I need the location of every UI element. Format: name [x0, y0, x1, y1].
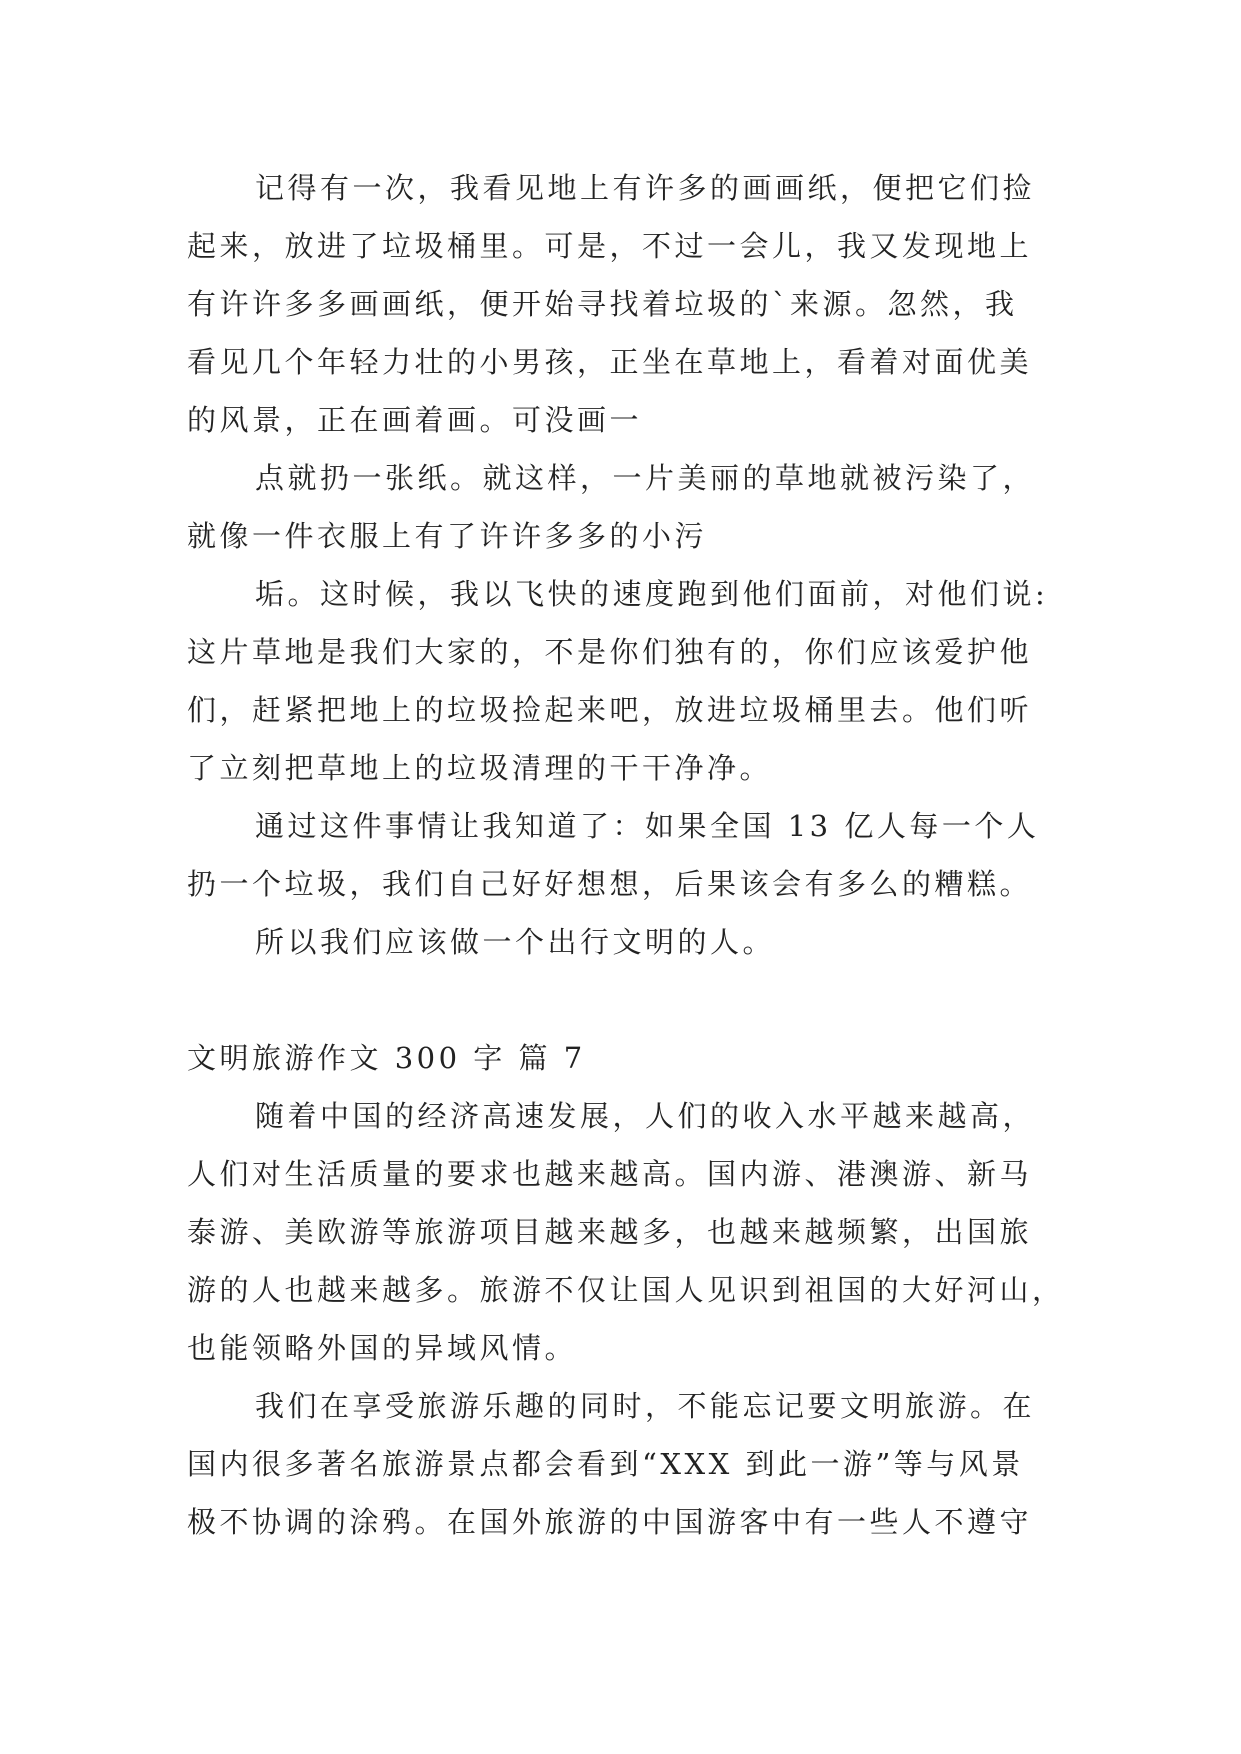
text-line: 起来，放进了垃圾桶里。可是，不过一会儿，我又发现地上: [187, 229, 1033, 263]
text-line: 人们对生活质量的要求也越来越高。国内游、港澳游、新马: [187, 1157, 1033, 1191]
text-line: 们，赶紧把地上的垃圾捡起来吧，放进垃圾桶里去。他们听: [187, 693, 1033, 727]
section-heading: 文明旅游作文 300 字 篇 7: [187, 1041, 586, 1075]
text-line: 所以我们应该做一个出行文明的人。: [255, 925, 776, 959]
text-line: 的风景，正在画着画。可没画一: [187, 403, 643, 437]
text-line: 了立刻把草地上的垃圾清理的干干净净。: [187, 751, 773, 785]
text-line: 泰游、美欧游等旅游项目越来越多，也越来越频繁，出国旅: [187, 1215, 1033, 1249]
text-line: 就像一件衣服上有了许许多多的小污: [187, 519, 708, 553]
text-line: 点就扔一张纸。就这样，一片美丽的草地就被污染了，: [255, 461, 1036, 495]
text-line: 也能领略外国的异域风情。: [187, 1331, 578, 1365]
text-line: 看见几个年轻力壮的小男孩，正坐在草地上，看着对面优美: [187, 345, 1033, 379]
text-line: 记得有一次，我看见地上有许多的画画纸，便把它们捡: [255, 171, 1036, 205]
text-line: 我们在享受旅游乐趣的同时，不能忘记要文明旅游。在: [255, 1389, 1036, 1423]
text-line: 这片草地是我们大家的，不是你们独有的，你们应该爱护他: [187, 635, 1033, 669]
text-line: 通过这件事情让我知道了：如果全国 13 亿人每一个人: [255, 809, 1040, 843]
text-line: 随着中国的经济高速发展，人们的收入水平越来越高，: [255, 1099, 1036, 1133]
text-line: 极不协调的涂鸦。在国外旅游的中国游客中有一些人不遵守: [187, 1505, 1033, 1539]
text-line: 有许许多多画画纸，便开始寻找着垃圾的`来源。忽然，我: [187, 287, 1018, 321]
text-line: 扔一个垃圾，我们自己好好想想，后果该会有多么的糟糕。: [187, 867, 1033, 901]
text-line: 国内很多著名旅游景点都会看到“XXX 到此一游”等与风景: [187, 1447, 1024, 1481]
text-line: 垢。这时候，我以飞快的速度跑到他们面前，对他们说:: [255, 577, 1049, 611]
text-line: 游的人也越来越多。旅游不仅让国人见识到祖国的大好河山，: [187, 1273, 1065, 1307]
